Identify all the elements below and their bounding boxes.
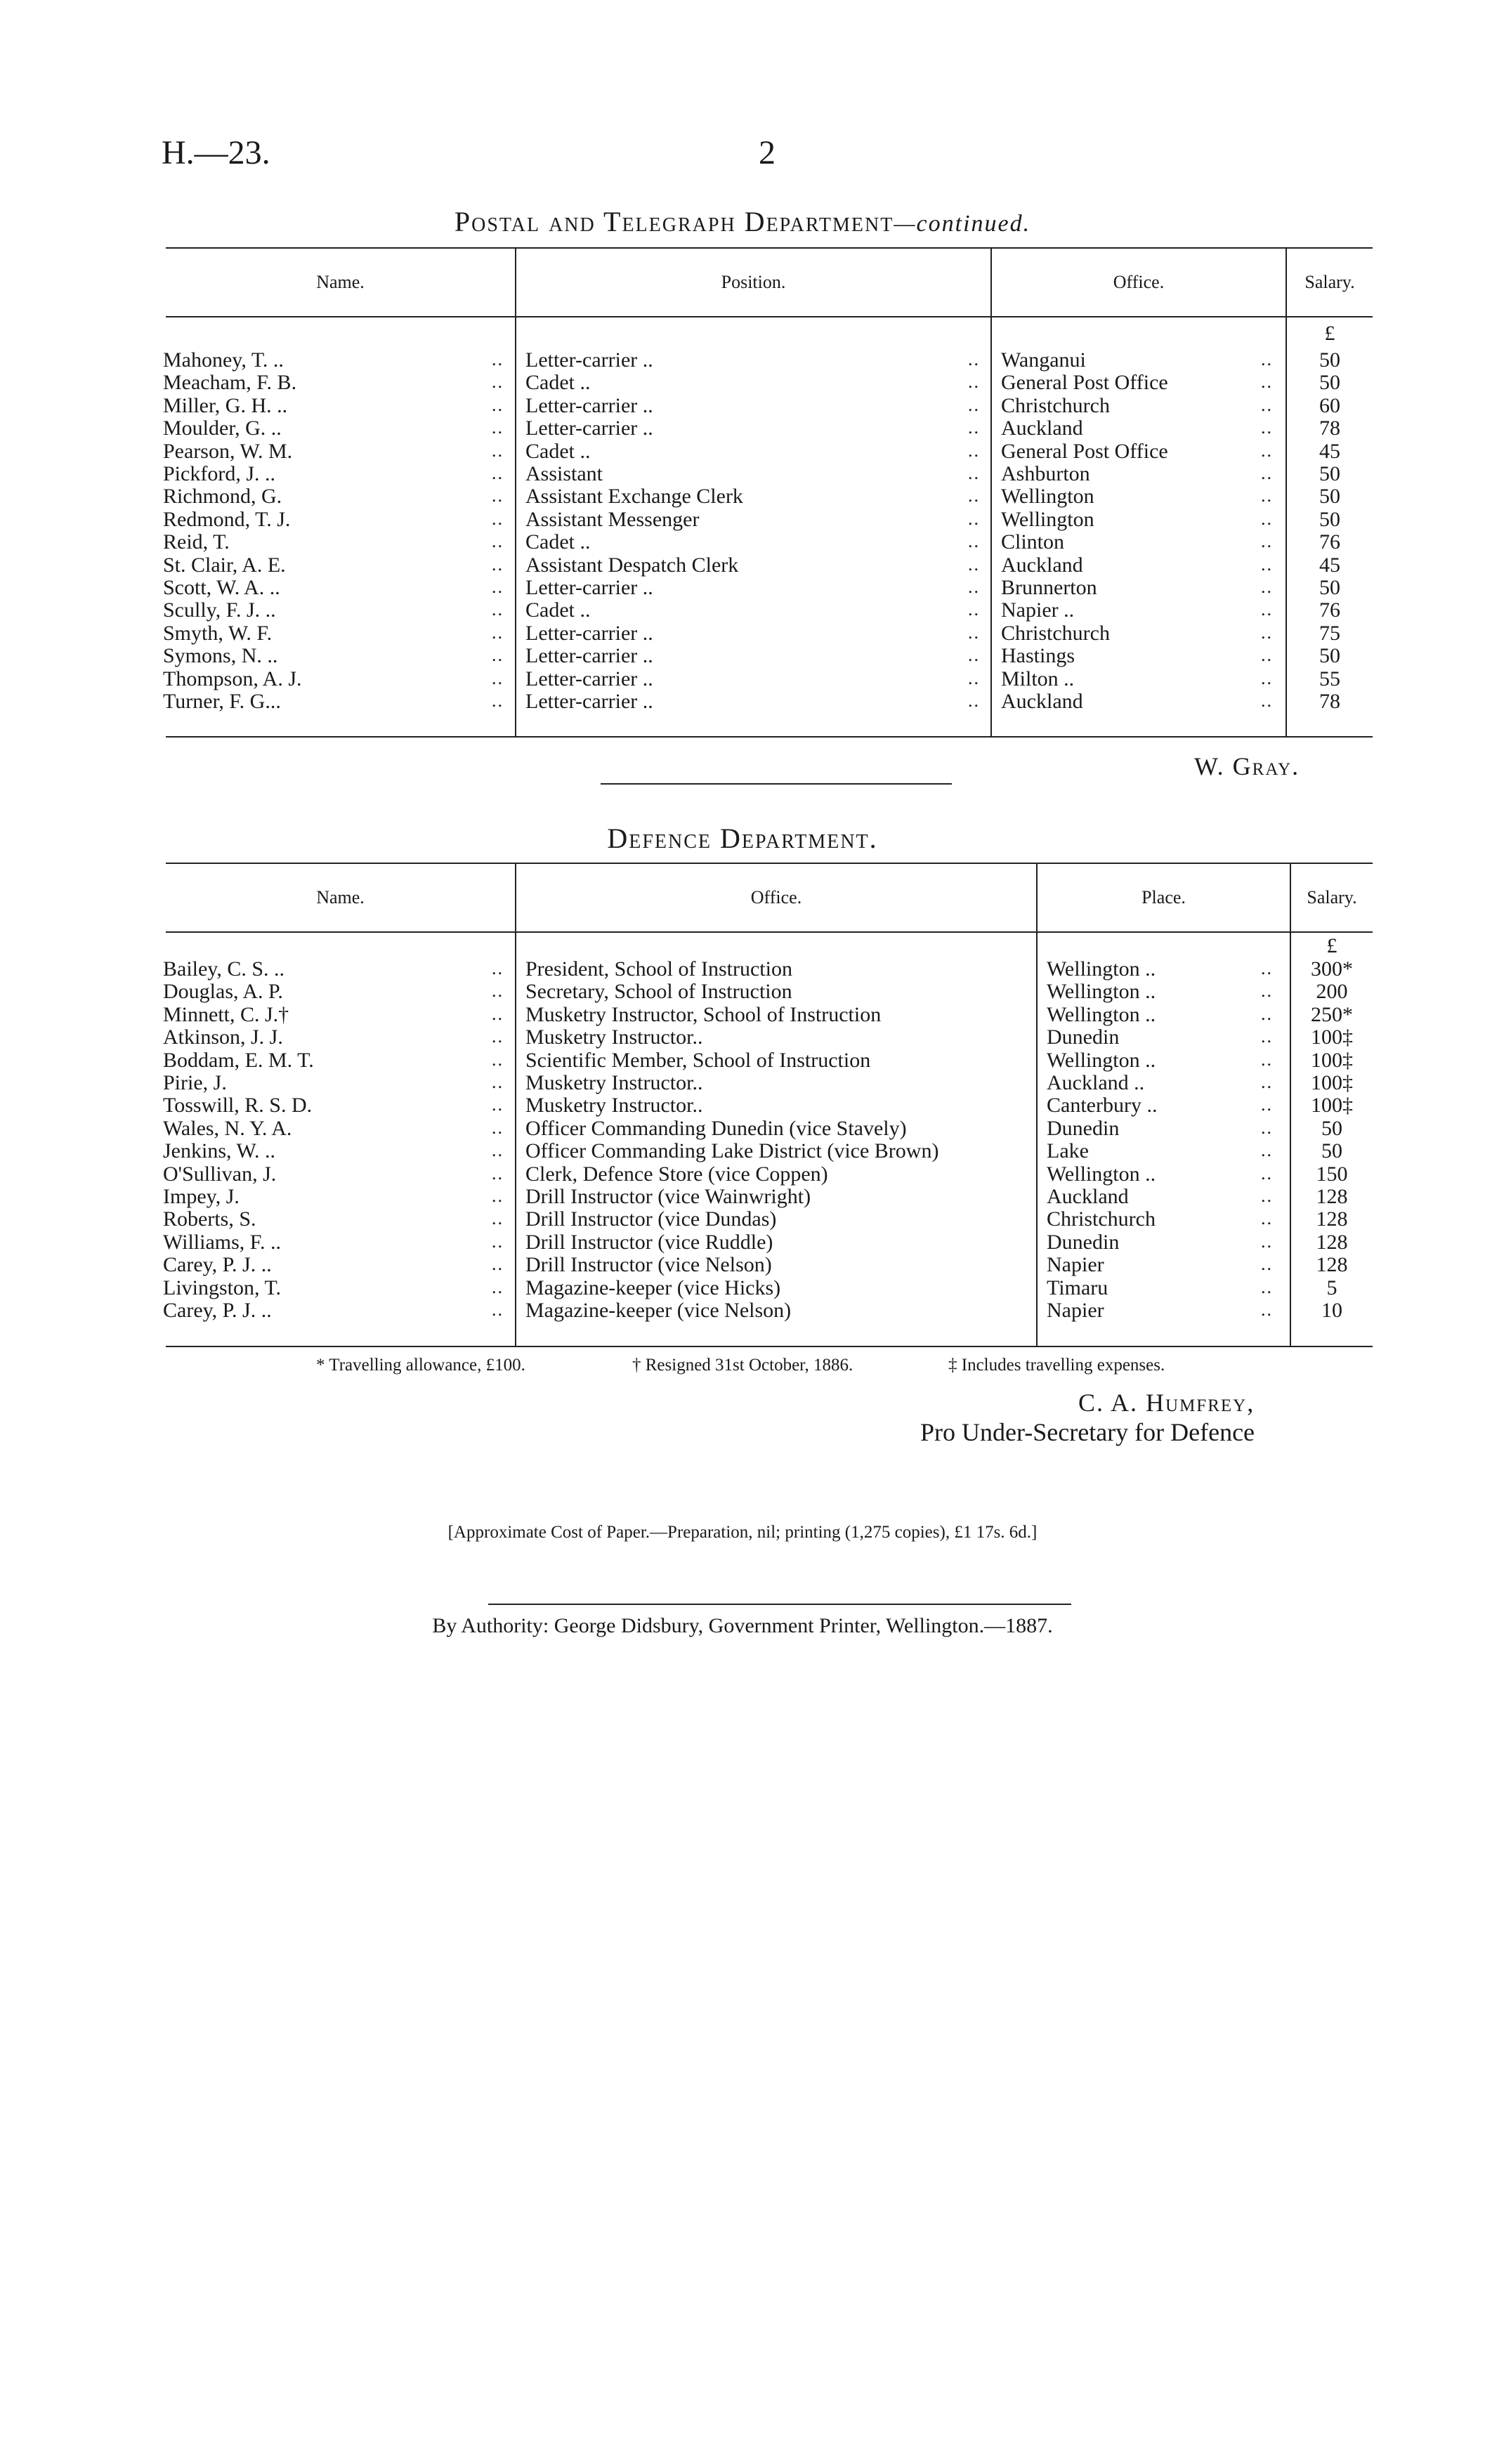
postal-leader-dots: .. <box>1261 463 1273 483</box>
defence-leader-dots: .. <box>492 981 504 1002</box>
postal-name-cell: Meacham, F. B. <box>163 372 297 395</box>
postal-leader-dots: .. <box>1261 690 1273 711</box>
defence-salary-cell: 50 <box>1321 1140 1342 1163</box>
defence-leader-dots: .. <box>1261 1276 1273 1297</box>
defence-leader-dots: .. <box>492 1299 504 1320</box>
postal-office-cell: Wellington <box>1001 485 1094 509</box>
postal-section-title <box>0 205 1485 238</box>
postal-name-cell: Symons, N. .. <box>163 645 278 668</box>
postal-title-main: Postal and Telegraph Department <box>454 206 894 237</box>
postal-leader-dots: .. <box>492 372 504 393</box>
defence-office-cell: Drill Instructor (vice Ruddle) <box>525 1231 773 1254</box>
defence-place-cell: Timaru <box>1047 1276 1108 1299</box>
defence-leader-dots: .. <box>492 1049 504 1070</box>
defence-leader-dots: .. <box>492 1231 504 1252</box>
defence-leader-dots: .. <box>1261 1254 1273 1275</box>
defence-name-cell: Minnett, C. J.† <box>163 1003 289 1026</box>
postal-leader-dots: .. <box>1261 508 1273 529</box>
footnote-dagger: † Resigned 31st October, 1886. <box>632 1356 853 1375</box>
postal-leader-dots: .. <box>492 577 504 597</box>
defence-salary-cell: 100‡ <box>1311 1094 1353 1118</box>
defence-leader-dots: .. <box>492 1208 504 1229</box>
defence-leader-dots: .. <box>492 1003 504 1024</box>
defence-salary-cell: 100‡ <box>1311 1072 1353 1094</box>
defence-place-cell: Lake <box>1047 1140 1089 1163</box>
defence-col-salary: Salary. <box>1307 887 1357 907</box>
defence-salary-cell: 100‡ <box>1311 1026 1353 1049</box>
defence-place-cell: Napier <box>1047 1254 1104 1277</box>
postal-leader-dots: .. <box>968 440 980 461</box>
postal-salary-cell: 78 <box>1319 417 1340 440</box>
postal-salary-cell: 50 <box>1319 508 1340 531</box>
defence-leader-dots: .. <box>492 1162 504 1184</box>
postal-leader-dots: .. <box>1261 667 1273 688</box>
postal-leader-dots: .. <box>492 667 504 688</box>
postal-position-cell: Letter-carrier .. <box>525 622 653 645</box>
defence-salary-cell: 128 <box>1316 1186 1348 1208</box>
defence-leader-dots: .. <box>1261 1117 1273 1138</box>
defence-salary-cell: 200 <box>1316 981 1348 1004</box>
defence-col-name: Name. <box>316 887 365 907</box>
postal-office-cell: Clinton <box>1001 531 1065 554</box>
postal-leader-dots: .. <box>1261 531 1273 552</box>
defence-office-cell: Drill Instructor (vice Wainwright) <box>525 1186 811 1208</box>
postal-position-cell: Letter-carrier .. <box>525 349 653 372</box>
defence-leader-dots: .. <box>492 1117 504 1138</box>
postal-office-cell: Auckland <box>1001 417 1083 440</box>
postal-leader-dots: .. <box>1261 553 1273 575</box>
postal-salary-cell: 50 <box>1319 485 1340 509</box>
defence-office-cell: Musketry Instructor.. <box>525 1072 703 1094</box>
defence-place-cell: Wellington .. <box>1047 958 1156 981</box>
defence-place-cell: Wellington .. <box>1047 1003 1156 1026</box>
defence-salary-cell: 150 <box>1316 1162 1348 1186</box>
defence-salary-cell: 300* <box>1311 958 1353 981</box>
defence-salary-cell: 100‡ <box>1311 1049 1353 1072</box>
postal-leader-dots: .. <box>492 485 504 506</box>
postal-leader-dots: .. <box>1261 599 1273 620</box>
postal-leader-dots: .. <box>968 417 980 438</box>
postal-office-cell: Milton .. <box>1001 667 1075 690</box>
defence-salary-cell: 128 <box>1316 1254 1348 1277</box>
postal-leader-dots: .. <box>492 645 504 666</box>
postal-salary-cell: 78 <box>1319 690 1340 713</box>
defence-place-cell: Wellington .. <box>1047 1162 1156 1186</box>
defence-leader-dots: .. <box>492 1254 504 1275</box>
defence-office-cell: Magazine-keeper (vice Nelson) <box>525 1299 792 1322</box>
defence-col-place: Place. <box>1141 887 1186 907</box>
defence-name-cell: Jenkins, W. .. <box>163 1140 276 1163</box>
defence-signature-name: C. A. Humfrey, <box>1078 1389 1255 1417</box>
defence-office-cell: President, School of Instruction <box>525 958 792 981</box>
printer-authority: By Authority: George Didsbury, Government Printer, Wellington.—1887. <box>432 1614 1053 1637</box>
postal-col-divider-1 <box>515 247 516 736</box>
defence-salary-cell: 50 <box>1321 1117 1342 1140</box>
postal-leader-dots: .. <box>1261 394 1273 415</box>
postal-name-cell: Pickford, J. .. <box>163 463 275 485</box>
postal-table-header-rule <box>166 316 1373 317</box>
defence-title-text: Defence Department. <box>607 823 878 854</box>
postal-office-cell: Auckland <box>1001 553 1083 577</box>
postal-salary-cell: 45 <box>1319 440 1340 463</box>
postal-leader-dots: .. <box>492 531 504 552</box>
postal-salary-cell: 60 <box>1319 394 1340 417</box>
postal-name-cell: Mahoney, T. .. <box>163 349 284 372</box>
defence-leader-dots: .. <box>492 1186 504 1206</box>
defence-leader-dots: .. <box>1261 1162 1273 1184</box>
postal-leader-dots: .. <box>492 394 504 415</box>
postal-salary-cell: 50 <box>1319 372 1340 395</box>
defence-name-cell: Atkinson, J. J. <box>163 1026 283 1049</box>
postal-leader-dots: .. <box>968 372 980 393</box>
postal-salary-cell: 50 <box>1319 645 1340 668</box>
defence-table-header-rule <box>166 931 1373 933</box>
postal-salary-cell: 55 <box>1319 667 1340 690</box>
postal-leader-dots: .. <box>968 349 980 369</box>
defence-salary-cell: 128 <box>1316 1231 1348 1254</box>
defence-place-cell: Dunedin <box>1047 1231 1120 1254</box>
defence-leader-dots: .. <box>1261 1003 1273 1024</box>
postal-position-cell: Cadet .. <box>525 599 591 622</box>
page-number: 2 <box>759 134 776 171</box>
postal-office-cell: Auckland <box>1001 690 1083 713</box>
defence-col-divider-1 <box>515 863 516 1346</box>
postal-name-cell: St. Clair, A. E. <box>163 553 286 577</box>
postal-leader-dots: .. <box>968 577 980 597</box>
defence-office-cell: Drill Instructor (vice Dundas) <box>525 1208 777 1231</box>
defence-table-bottom-rule <box>166 1346 1373 1347</box>
postal-name-cell: Thompson, A. J. <box>163 667 302 690</box>
postal-leader-dots: .. <box>968 599 980 620</box>
postal-name-cell: Scully, F. J. .. <box>163 599 276 622</box>
postal-leader-dots: .. <box>492 417 504 438</box>
defence-office-cell: Musketry Instructor.. <box>525 1026 703 1049</box>
postal-leader-dots: .. <box>968 645 980 666</box>
defence-currency: £ <box>1326 934 1337 957</box>
postal-leader-dots: .. <box>968 622 980 643</box>
postal-salary-cell: 50 <box>1319 463 1340 485</box>
defence-leader-dots: .. <box>1261 1072 1273 1092</box>
defence-name-cell: O'Sullivan, J. <box>163 1162 277 1186</box>
defence-leader-dots: .. <box>492 958 504 978</box>
defence-name-cell: Douglas, A. P. <box>163 981 283 1004</box>
defence-leader-dots: .. <box>492 1072 504 1092</box>
defence-name-cell: Tosswill, R. S. D. <box>163 1094 313 1118</box>
postal-leader-dots: .. <box>1261 440 1273 461</box>
defence-office-cell: Musketry Instructor, School of Instruction <box>525 1003 882 1026</box>
postal-leader-dots: .. <box>968 394 980 415</box>
postal-col-office: Office. <box>1113 272 1165 292</box>
defence-office-cell: Secretary, School of Instruction <box>525 981 792 1004</box>
postal-name-cell: Moulder, G. .. <box>163 417 282 440</box>
authority-rule <box>488 1604 1071 1605</box>
postal-name-cell: Redmond, T. J. <box>163 508 291 531</box>
postal-leader-dots: .. <box>968 531 980 552</box>
postal-position-cell: Letter-carrier .. <box>525 645 653 668</box>
postal-office-cell: General Post Office <box>1001 440 1168 463</box>
postal-leader-dots: .. <box>968 508 980 529</box>
postal-office-cell: Hastings <box>1001 645 1075 668</box>
postal-table-top-rule <box>166 247 1373 249</box>
defence-place-cell: Wellington .. <box>1047 981 1156 1004</box>
defence-place-cell: Auckland <box>1047 1186 1129 1208</box>
postal-position-cell: Cadet .. <box>525 372 591 395</box>
defence-office-cell: Clerk, Defence Store (vice Coppen) <box>525 1162 828 1186</box>
postal-leader-dots: .. <box>492 622 504 643</box>
postal-position-cell: Assistant <box>525 463 603 485</box>
postal-leader-dots: .. <box>1261 372 1273 393</box>
defence-name-cell: Impey, J. <box>163 1186 240 1208</box>
defence-name-cell: Pirie, J. <box>163 1072 227 1094</box>
postal-salary-cell: 50 <box>1319 577 1340 599</box>
postal-name-cell: Miller, G. H. .. <box>163 394 288 417</box>
defence-leader-dots: .. <box>1261 1026 1273 1047</box>
postal-leader-dots: .. <box>492 508 504 529</box>
defence-name-cell: Bailey, C. S. .. <box>163 958 285 981</box>
defence-leader-dots: .. <box>492 1026 504 1047</box>
postal-leader-dots: .. <box>968 463 980 483</box>
defence-signature-role: Pro Under-Secretary for Defence <box>920 1418 1255 1446</box>
postal-position-cell: Assistant Messenger <box>525 508 700 531</box>
footnote-double-dagger: ‡ Includes travelling expenses. <box>948 1356 1165 1375</box>
defence-leader-dots: .. <box>1261 1049 1273 1070</box>
defence-leader-dots: .. <box>1261 1094 1273 1115</box>
postal-leader-dots: .. <box>1261 485 1273 506</box>
defence-place-cell: Auckland .. <box>1047 1072 1145 1094</box>
postal-col-position: Position. <box>721 272 786 292</box>
postal-col-divider-2 <box>990 247 992 736</box>
postal-leader-dots: .. <box>1261 417 1273 438</box>
postal-leader-dots: .. <box>1261 577 1273 597</box>
postal-leader-dots: .. <box>968 553 980 575</box>
defence-name-cell: Carey, P. J. .. <box>163 1254 272 1277</box>
postal-leader-dots: .. <box>492 349 504 369</box>
defence-name-cell: Wales, N. Y. A. <box>163 1117 292 1140</box>
postal-leader-dots: .. <box>1261 349 1273 369</box>
postal-currency: £ <box>1324 322 1335 345</box>
postal-position-cell: Assistant Despatch Clerk <box>525 553 739 577</box>
postal-leader-dots: .. <box>492 440 504 461</box>
defence-leader-dots: .. <box>1261 1231 1273 1252</box>
defence-office-cell: Magazine-keeper (vice Hicks) <box>525 1276 781 1299</box>
defence-leader-dots: .. <box>1261 958 1273 978</box>
defence-col-divider-2 <box>1036 863 1038 1346</box>
defence-office-cell: Officer Commanding Lake District (vice Brown) <box>525 1140 939 1163</box>
defence-leader-dots: .. <box>1261 1299 1273 1320</box>
postal-position-cell: Cadet .. <box>525 440 591 463</box>
postal-position-cell: Letter-carrier .. <box>525 667 653 690</box>
defence-leader-dots: .. <box>492 1276 504 1297</box>
postal-salary-cell: 45 <box>1319 553 1340 577</box>
postal-name-cell: Turner, F. G... <box>163 690 281 713</box>
postal-position-cell: Letter-carrier .. <box>525 394 653 417</box>
defence-office-cell: Drill Instructor (vice Nelson) <box>525 1254 772 1277</box>
postal-leader-dots: .. <box>968 667 980 688</box>
defence-place-cell: Canterbury .. <box>1047 1094 1158 1118</box>
defence-name-cell: Roberts, S. <box>163 1208 256 1231</box>
defence-name-cell: Williams, F. .. <box>163 1231 282 1254</box>
document-reference: H.—23. <box>162 134 270 171</box>
defence-salary-cell: 128 <box>1316 1208 1348 1231</box>
defence-leader-dots: .. <box>1261 1140 1273 1161</box>
defence-office-cell: Officer Commanding Dunedin (vice Stavely) <box>525 1117 907 1140</box>
postal-title-continued: —continued. <box>894 211 1031 237</box>
postal-office-cell: Wanganui <box>1001 349 1086 372</box>
postal-office-cell: Christchurch <box>1001 622 1110 645</box>
postal-position-cell: Letter-carrier .. <box>525 690 653 713</box>
postal-leader-dots: .. <box>492 463 504 483</box>
postal-position-cell: Letter-carrier .. <box>525 417 653 440</box>
postal-leader-dots: .. <box>1261 622 1273 643</box>
defence-name-cell: Carey, P. J. .. <box>163 1299 272 1322</box>
defence-salary-cell: 250* <box>1311 1003 1353 1026</box>
postal-name-cell: Reid, T. <box>163 531 230 554</box>
defence-section-title <box>0 822 1485 855</box>
postal-col-salary: Salary. <box>1304 272 1355 292</box>
postal-leader-dots: .. <box>492 553 504 575</box>
defence-place-cell: Wellington .. <box>1047 1049 1156 1072</box>
postal-salary-cell: 75 <box>1319 622 1340 645</box>
cost-note: [Approximate Cost of Paper.—Preparation, nil; printing (1,275 copies), £1 17s. 6d.] <box>447 1523 1038 1542</box>
postal-leader-dots: .. <box>968 485 980 506</box>
postal-office-cell: Napier .. <box>1001 599 1075 622</box>
postal-office-cell: General Post Office <box>1001 372 1168 395</box>
postal-col-name: Name. <box>316 272 365 292</box>
postal-position-cell: Assistant Exchange Clerk <box>525 485 743 509</box>
postal-salary-cell: 76 <box>1319 531 1340 554</box>
defence-name-cell: Livingston, T. <box>163 1276 282 1299</box>
defence-leader-dots: .. <box>1261 1186 1273 1206</box>
defence-salary-cell: 10 <box>1321 1299 1342 1322</box>
footnote-star: * Travelling allowance, £100. <box>316 1356 525 1375</box>
postal-office-cell: Wellington <box>1001 508 1094 531</box>
postal-signature: W. Gray. <box>1194 752 1300 780</box>
defence-place-cell: Dunedin <box>1047 1026 1120 1049</box>
defence-leader-dots: .. <box>1261 1208 1273 1229</box>
defence-place-cell: Napier <box>1047 1299 1104 1322</box>
postal-position-cell: Cadet .. <box>525 531 591 554</box>
defence-office-cell: Musketry Instructor.. <box>525 1094 703 1118</box>
postal-leader-dots: .. <box>492 599 504 620</box>
postal-office-cell: Brunnerton <box>1001 577 1097 599</box>
postal-office-cell: Christchurch <box>1001 394 1110 417</box>
defence-leader-dots: .. <box>492 1094 504 1115</box>
defence-leader-dots: .. <box>1261 981 1273 1002</box>
postal-name-cell: Smyth, W. F. <box>163 622 273 645</box>
defence-place-cell: Dunedin <box>1047 1117 1120 1140</box>
postal-leader-dots: .. <box>1261 645 1273 666</box>
defence-col-office: Office. <box>750 887 802 907</box>
postal-end-rule <box>601 783 952 785</box>
postal-position-cell: Letter-carrier .. <box>525 577 653 599</box>
postal-name-cell: Richmond, G. <box>163 485 282 509</box>
postal-salary-cell: 76 <box>1319 599 1340 622</box>
defence-place-cell: Christchurch <box>1047 1208 1156 1231</box>
postal-table-bottom-rule <box>166 736 1373 738</box>
defence-table-top-rule <box>166 863 1373 864</box>
defence-name-cell: Boddam, E. M. T. <box>163 1049 314 1072</box>
defence-salary-cell: 5 <box>1326 1276 1337 1299</box>
postal-name-cell: Pearson, W. M. <box>163 440 293 463</box>
postal-salary-cell: 50 <box>1319 349 1340 372</box>
postal-leader-dots: .. <box>968 690 980 711</box>
postal-name-cell: Scott, W. A. .. <box>163 577 280 599</box>
defence-office-cell: Scientific Member, School of Instruction <box>525 1049 871 1072</box>
postal-leader-dots: .. <box>492 690 504 711</box>
defence-leader-dots: .. <box>492 1140 504 1161</box>
postal-office-cell: Ashburton <box>1001 463 1090 485</box>
